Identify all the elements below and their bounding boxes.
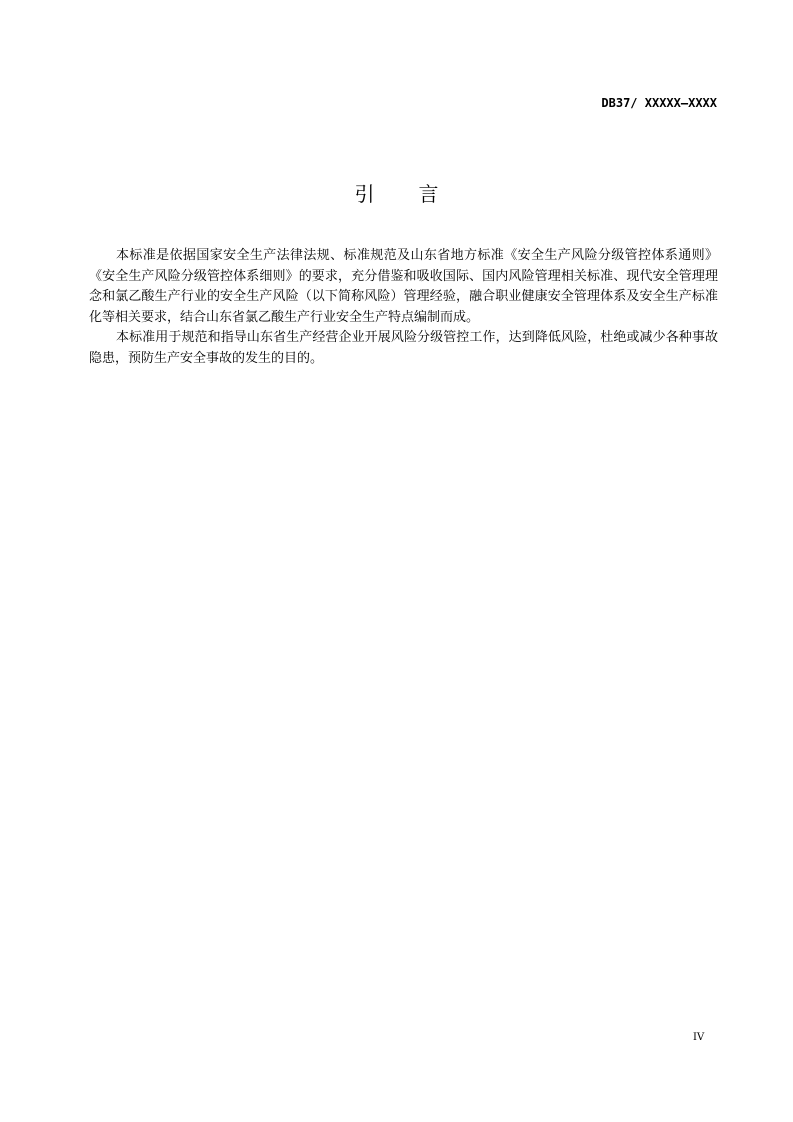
title-char-2: 言 xyxy=(418,182,439,206)
paragraph-1: 本标准是依据国家安全生产法律法规、标准规范及山东省地方标准《安全生产风险分级管控体系通则》《安全生产风险分级管控体系细则》的要求，充分借鉴和吸收国际、国内风险管理相关标准、现代安全管理理念和氯乙酸生产行业的安全生产风险（以下简称风险）管理经验，融合职业健康安全管理体系及安全生产标准化等相关要求，结合山东省氯乙酸生产行业安全生产特点编制而成。 xyxy=(89,248,718,325)
introduction-body xyxy=(89,246,718,369)
paragraph-2: 本标准用于规范和指导山东省生产经营企业开展风险分级管控工作，达到降低风险，杜绝或减少各种事故隐患，预防生产安全事故的发生的目的。 xyxy=(89,330,718,366)
page-number: IV xyxy=(693,1032,705,1043)
page-title xyxy=(0,178,793,207)
document-code: DB37/ XXXXX—XXXX xyxy=(601,96,717,110)
title-char-1: 引 xyxy=(354,182,375,206)
